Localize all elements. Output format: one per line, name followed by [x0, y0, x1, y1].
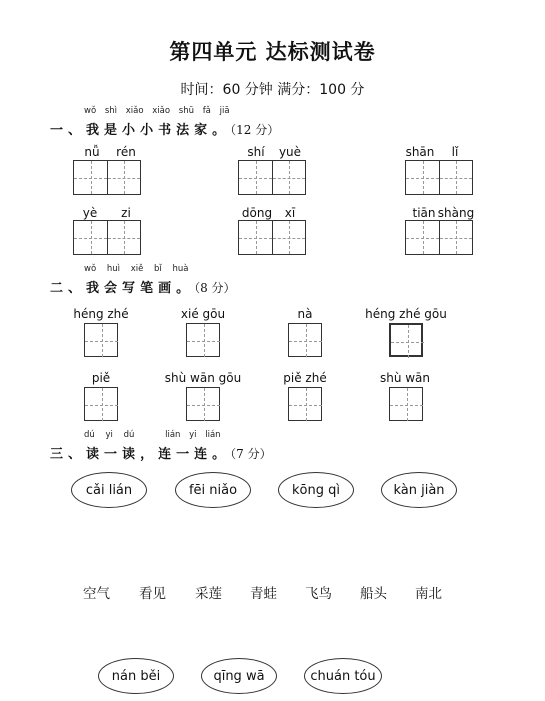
section2-heading [50, 277, 236, 296]
word[interactable]: 空气 [83, 586, 110, 602]
section2-heading-pinyin [84, 264, 188, 274]
pinyin: huà [172, 264, 189, 274]
pinyin: yi [189, 430, 197, 440]
heading-char: 是 [104, 123, 123, 138]
pinyin-oval[interactable]: kàn jiàn [381, 472, 457, 508]
heading-char: 一 [176, 447, 195, 462]
heading-char: 画 [158, 281, 177, 296]
item-pinyin: shān [405, 145, 435, 159]
heading-char: 家 [194, 123, 213, 138]
exam-info: 时间：60 分钟 满分：100 分 [180, 82, 365, 98]
writing-grid[interactable] [238, 220, 306, 255]
stroke-name: shù wān [379, 371, 431, 385]
pinyin: lián [165, 430, 181, 440]
item-pinyin: nǚ [84, 145, 100, 159]
pinyin: xiǎo [125, 106, 144, 116]
pinyin: yi [105, 430, 113, 440]
section-points: （12 分） [230, 123, 280, 137]
pinyin: wǒ [84, 264, 97, 274]
pinyin: xiě [130, 264, 144, 274]
writing-grid[interactable] [389, 323, 423, 357]
writing-grid[interactable] [84, 323, 118, 357]
writing-grid[interactable] [84, 387, 118, 421]
item-pinyin: shí [247, 145, 265, 159]
heading-char: 。 [212, 123, 231, 138]
item-pinyin: yè [82, 206, 98, 220]
pinyin-oval[interactable]: cǎi lián [71, 472, 147, 508]
heading-char: 。 [212, 447, 231, 462]
stroke-name: shù wān gōu [164, 371, 242, 385]
stroke-name: piě [91, 371, 111, 385]
pinyin-oval[interactable]: fēi niǎo [175, 472, 251, 508]
heading-char: 读 [122, 447, 141, 462]
section-number: 二、 [50, 281, 87, 296]
writing-grid[interactable] [405, 220, 473, 255]
pinyin: huì [106, 264, 120, 274]
heading-char: 我 [86, 123, 105, 138]
word[interactable]: 青蛙 [250, 586, 277, 602]
stroke-name: héng zhé [73, 307, 129, 321]
pinyin: lián [205, 430, 221, 440]
section-points: （8 分） [194, 281, 236, 295]
writing-grid[interactable] [238, 160, 306, 195]
heading-char: 我 [86, 281, 105, 296]
writing-grid[interactable] [73, 160, 141, 195]
heading-char: 连 [194, 447, 213, 462]
section1-heading-pinyin [84, 106, 230, 116]
stroke-name: héng zhé gōu [365, 307, 447, 321]
section1-heading [50, 119, 279, 138]
writing-grid[interactable] [73, 220, 141, 255]
pinyin: dú [84, 430, 95, 440]
item-pinyin: dōng [241, 206, 273, 220]
item-pinyin: xī [284, 206, 296, 220]
word[interactable]: 南北 [415, 586, 442, 602]
pinyin: xiǎo [152, 106, 171, 116]
writing-grid[interactable] [186, 387, 220, 421]
pinyin: wǒ [84, 106, 97, 116]
writing-grid[interactable] [389, 387, 423, 421]
writing-grid[interactable] [288, 387, 322, 421]
heading-char: 一 [104, 447, 123, 462]
stroke-name: piě zhé [283, 371, 327, 385]
item-pinyin: yuè [278, 145, 302, 159]
pinyin: jiā [219, 106, 230, 116]
section-number: 一、 [50, 123, 87, 138]
heading-char: 小 [140, 123, 159, 138]
pinyin-oval[interactable]: nán běi [98, 658, 174, 694]
heading-char: ， [140, 447, 159, 462]
heading-char: 小 [122, 123, 141, 138]
section3-heading [50, 443, 272, 462]
pinyin: bǐ [154, 264, 162, 274]
item-pinyin: tiān [412, 206, 436, 220]
heading-char: 。 [176, 281, 195, 296]
heading-char: 连 [158, 447, 177, 462]
item-pinyin: rén [116, 145, 136, 159]
pinyin: fǎ [202, 106, 211, 116]
word[interactable]: 看见 [139, 586, 166, 602]
pinyin-oval[interactable]: qīng wā [201, 658, 277, 694]
section3-heading-pinyin [84, 430, 221, 440]
section-points: （7 分） [230, 447, 272, 461]
pinyin-oval[interactable]: kōng qì [278, 472, 354, 508]
word[interactable]: 采莲 [195, 586, 222, 602]
stroke-name: nà [297, 307, 313, 321]
heading-char: 法 [176, 123, 195, 138]
heading-char: 笔 [140, 281, 159, 296]
heading-char: 书 [158, 123, 177, 138]
pinyin-oval[interactable]: chuán tóu [304, 658, 382, 694]
page-title: 第四单元 达标测试卷 [169, 40, 376, 64]
heading-char: 写 [122, 281, 141, 296]
writing-grid[interactable] [186, 323, 220, 357]
pinyin: dú [123, 430, 135, 440]
heading-char: 会 [104, 281, 123, 296]
pinyin: shì [104, 106, 118, 116]
writing-grid[interactable] [288, 323, 322, 357]
word[interactable]: 飞鸟 [305, 586, 332, 602]
writing-grid[interactable] [405, 160, 473, 195]
pinyin: shū [178, 106, 194, 116]
item-pinyin: shàng [437, 206, 475, 220]
word[interactable]: 船头 [360, 586, 387, 602]
heading-char: 读 [86, 447, 105, 462]
stroke-name: xié gōu [180, 307, 226, 321]
section-number: 三、 [50, 447, 87, 462]
item-pinyin: zi [121, 206, 131, 220]
item-pinyin: lǐ [451, 145, 459, 159]
